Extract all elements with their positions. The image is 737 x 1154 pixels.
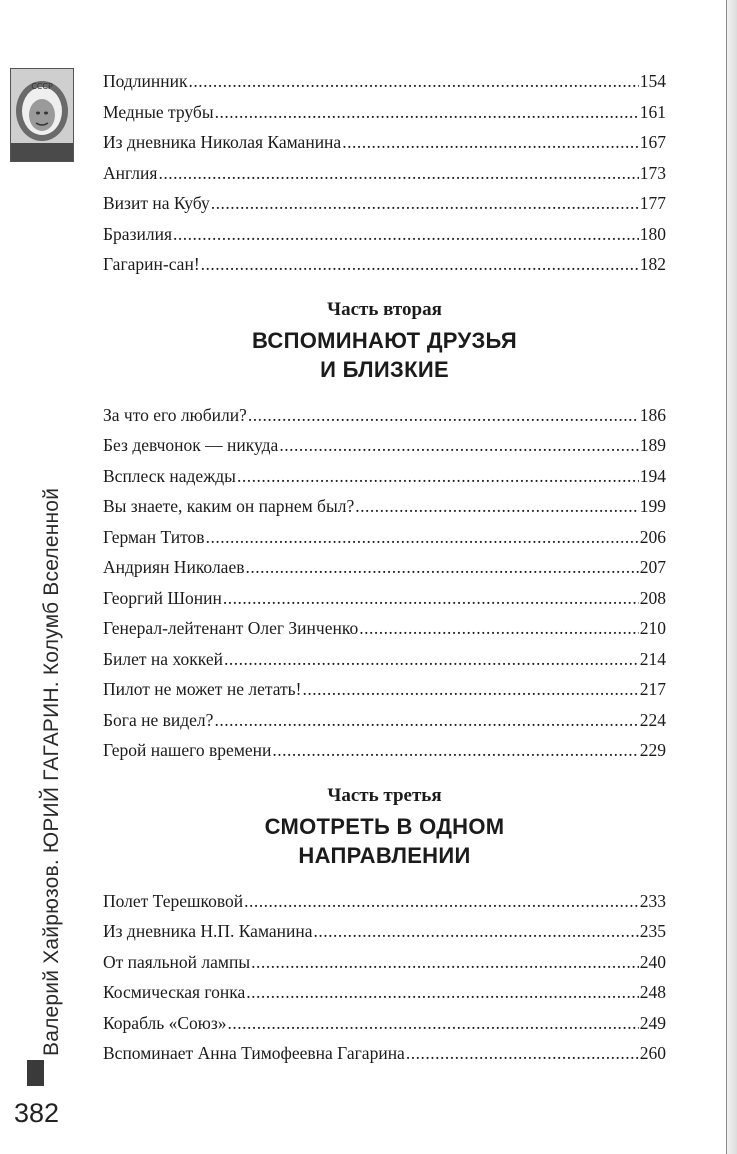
dot-leader	[201, 249, 639, 280]
toc-entry-title: Герман Титов	[103, 526, 205, 547]
part-three-title-line1: СМОТРЕТЬ В ОДНОМ	[264, 813, 505, 839]
toc-entry-page: 248	[639, 982, 666, 1002]
dot-leader	[246, 977, 638, 1008]
toc-entry-page: 154	[639, 71, 666, 91]
dot-leader	[211, 188, 639, 219]
dot-leader	[228, 1008, 639, 1039]
toc-entry-title: Бога не видел?	[103, 709, 214, 730]
dot-leader	[245, 552, 638, 583]
part-three-title	[103, 812, 666, 870]
dot-leader	[158, 158, 638, 189]
dot-leader	[237, 461, 639, 492]
toc-entry-title: Вспоминает Анна Тимофеевна Гагарина	[103, 1043, 405, 1063]
toc-entry-title: Медные трубы	[103, 101, 214, 122]
part-two-title	[103, 326, 666, 384]
toc-entry	[103, 522, 666, 553]
toc-entry	[103, 1038, 666, 1069]
toc-entry	[103, 552, 666, 583]
toc-entry-page: 260	[639, 1043, 666, 1063]
toc-entry	[103, 674, 666, 705]
toc-entry	[103, 400, 666, 431]
dot-leader	[244, 886, 639, 917]
toc-entry-page: 208	[639, 587, 666, 608]
toc-entry-title: Герой нашего времени	[103, 740, 272, 760]
toc-entry-page: 206	[639, 526, 666, 547]
dot-leader	[359, 613, 639, 644]
toc-entry	[103, 461, 666, 492]
toc-entry-page: 217	[639, 679, 666, 699]
toc-entry	[103, 97, 666, 128]
toc-entry-page: 173	[639, 162, 666, 183]
part-two-label: Часть вторая	[327, 298, 442, 320]
toc-entry	[103, 249, 666, 280]
toc-entry	[103, 188, 666, 219]
toc-entry	[103, 644, 666, 675]
dot-leader	[223, 583, 639, 614]
left-margin	[0, 0, 90, 1154]
toc-entry	[103, 219, 666, 250]
dot-leader	[314, 916, 639, 947]
toc-entry-page: 229	[639, 740, 666, 760]
dot-leader	[248, 400, 639, 431]
dot-leader	[302, 674, 638, 705]
dot-leader	[355, 491, 639, 522]
toc-entry	[103, 705, 666, 736]
toc-entry-page: 189	[639, 435, 666, 455]
toc-entry-page: 167	[639, 132, 666, 152]
toc-entry	[103, 947, 666, 978]
toc-entry-title: За что его любили?	[103, 404, 247, 425]
portrait-image	[10, 68, 74, 162]
toc-entry-title: Пилот не может не летать!	[103, 679, 302, 699]
toc-entry-title: Подлинник	[103, 71, 188, 91]
toc-entry-page: 249	[639, 1012, 666, 1033]
toc-entry-page: 214	[639, 648, 666, 669]
cosmonaut-portrait-icon	[11, 69, 73, 161]
dot-leader	[406, 1038, 639, 1069]
toc-entry-title: Вы знаете, каким он парнем был?	[103, 496, 355, 516]
toc-entry-title: Гагарин-сан!	[103, 254, 200, 274]
toc-entry-page: 194	[639, 465, 666, 486]
part-two-title-line1: ВСПОМИНАЮТ ДРУЗЬЯ	[252, 327, 517, 353]
toc-entry	[103, 491, 666, 522]
dot-leader	[206, 522, 639, 553]
part-three-label: Часть третья	[327, 784, 442, 806]
toc-entry-title: Генерал-лейтенант Олег Зинченко	[103, 618, 359, 638]
toc-entry	[103, 127, 666, 158]
part-three-title-line2: НАПРАВЛЕНИИ	[298, 842, 471, 868]
toc-entry-page: 199	[639, 496, 666, 516]
toc-entry-title: Космическая гонка	[103, 982, 246, 1002]
toc-entry-title: Полет Терешковой	[103, 890, 244, 911]
toc-entry-page: 235	[639, 921, 666, 941]
toc-entry-title: Из дневника Н.П. Каманина	[103, 921, 313, 941]
dot-leader	[224, 644, 639, 675]
running-spine-title: Валерий Хайрюзов. ЮРИЙ ГАГАРИН. Колумб Вселенной	[40, 487, 63, 1056]
toc-entry-page: 177	[639, 193, 666, 213]
page-edge	[726, 0, 737, 1154]
toc-entry	[103, 977, 666, 1008]
toc-entry-title: Корабль «Союз»	[103, 1012, 227, 1033]
dot-leader	[342, 127, 639, 158]
toc-entry-page: 180	[639, 223, 666, 244]
toc-entry-page: 182	[639, 254, 666, 274]
toc-entry-title: Англия	[103, 162, 158, 183]
toc-entry	[103, 158, 666, 189]
toc-entry-page: 240	[639, 951, 666, 972]
table-of-contents	[103, 66, 666, 1069]
page-number: 382	[14, 1098, 60, 1128]
toc-entry-title: Андриян Николаев	[103, 557, 245, 577]
toc-entry-title: Бразилия	[103, 223, 172, 244]
toc-entry	[103, 916, 666, 947]
toc-entry-title: Георгий Шонин	[103, 587, 222, 608]
part-two-title-line2: И БЛИЗКИЕ	[320, 356, 449, 382]
toc-entry-title: Без девчонок — никуда	[103, 435, 279, 455]
toc-entry	[103, 66, 666, 97]
toc-entry-title: Билет на хоккей	[103, 648, 223, 669]
toc-entry-title: От паяльной лампы	[103, 951, 251, 972]
dot-leader	[214, 705, 638, 736]
toc-entry	[103, 735, 666, 766]
toc-entry	[103, 886, 666, 917]
toc-entry-title: Всплеск надежды	[103, 465, 236, 486]
toc-entry-page: 224	[639, 709, 666, 730]
toc-entry	[103, 1008, 666, 1039]
toc-entry	[103, 583, 666, 614]
dot-leader	[279, 430, 638, 461]
svg-text:СССР: СССР	[31, 82, 53, 91]
spine-marker	[27, 1060, 44, 1086]
toc-entry	[103, 430, 666, 461]
toc-entry	[103, 613, 666, 644]
dot-leader	[173, 219, 639, 250]
toc-entry-page: 161	[639, 101, 666, 122]
dot-leader	[188, 66, 638, 97]
dot-leader	[251, 947, 639, 978]
dot-leader	[215, 97, 639, 128]
dot-leader	[272, 735, 638, 766]
toc-entry-page: 210	[639, 618, 666, 638]
toc-entry-title: Из дневника Николая Каманина	[103, 132, 342, 152]
toc-entry-page: 186	[639, 404, 666, 425]
toc-entry-page: 233	[639, 890, 666, 911]
toc-entry-page: 207	[639, 557, 666, 577]
toc-entry-title: Визит на Кубу	[103, 193, 210, 213]
